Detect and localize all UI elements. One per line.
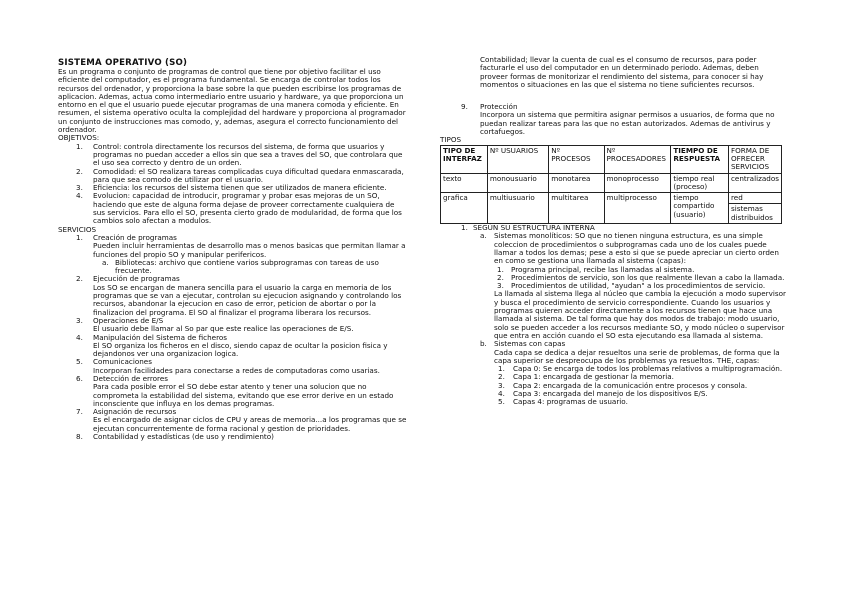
servicio-item: 4. Manipulación del Sistema de ficheros El SO organiza los ficheros en el disco, siendo capaz de ocultar la posicion fisica y dejandonos ver una organizacion logica. xyxy=(58,334,408,359)
servicio-item: 7. Asignación de recursos Es el encargado de asignar ciclos de CPU y areas de memoria...a los programas que se ejecutan concurrentemente de forma racional y gestion de prioridades. xyxy=(76,407,407,433)
table-cell: multiprocesso xyxy=(604,193,671,224)
table-header-cell: FORMA DE OFRECER SERVICIOS xyxy=(728,145,781,173)
table-cell: multitarea xyxy=(549,193,604,224)
servicio-head: Asignación de recursos xyxy=(93,407,177,417)
servicio-subitem: a. Bibliotecas: archivo que contiene varios subprogramas con tareas de uso frecuente. xyxy=(102,257,379,276)
document-title: SISTEMA OPERATIVO (SO) xyxy=(58,58,188,68)
servicio-head: Manipulación del Sistema de ficheros xyxy=(93,332,228,342)
capa-item: 3. Capa 2: encargada de la comunicación entre procesos y consola. xyxy=(498,380,748,390)
table-cell: monousuario xyxy=(487,173,548,193)
servicio-item: 3. Operaciones de E/S El usuario debe llamar al So par que este realice las operaciones de E/S. xyxy=(58,317,408,334)
table-cell: multiusuario xyxy=(487,193,548,224)
monoliticos-text: SO que no tienen ninguna estructura, es una simple coleccion de procedimientos o subprogramas cada uno de los cuales puede llamar a todos los demas; pese a esto si que se puede apreciar un cierto orden en como se gestiona una llamada al sistema (capas): xyxy=(494,231,779,266)
servicio-item: 5. Comunicaciones Incorporan facilidades para conectarse a redes de computadoras como usarias. xyxy=(58,358,408,375)
servicio-text: Los SO se encargan de manera sencilla para el usuario la carga en memoria de los programas que se van a ejecutar, controlan su ejecucion asignando y controlando los recursos, abandonar la ejecucion en caso de error, peticion de abortar o por la finalizacion del programa. El SO al finalizar el programa liberara los recursos. xyxy=(93,282,402,317)
proteccion-item: 9. Protección Incorpora un sistema que permitira asignar permisos a usuarios, de forma que no puedan realizar tareas para las que no estan autorizados. Ademas de antivirus y cortafuegos. xyxy=(447,103,787,136)
servicio-text: El SO organiza los ficheros en el disco, siendo capaz de ocultar la posicion fisica y dejandonos ver una organizacion logica. xyxy=(93,340,388,359)
table-cell: tiempo real (proceso) xyxy=(671,173,729,193)
objetivo-item: 4. Evolucion: capacidad de introducir, programar y probar esas mejoras de un SO, haciendo que este de alguna forma dejase de proveer correctamente cualquiera de sus servicios. Para ello el SO, presenta cierto grado de modularidad, de forma que los cambios solo afectan a modulos. xyxy=(76,191,402,226)
intro-paragraph: Es un programa o conjunto de programas de control que tiene por objetivo facilitar el uso eficiente del computador, es el programa fundamental. Se encarga de controlar todos los recursos del ordenador, y proporciona la base sobre la que pueden escribirse los programas de aplicacion. Ademas, actua como intermediario entre usuario y hardware, ya que proporciona un entorno en el que el usuario puede ejecutar programas de una manera comoda y eficiente. En resumen, el sistema operativo oculta la complejidad del hardware y proporciona al programador un conjunto de instrucciones mas comodo, y, ademas, asegura el correcto funcionamiento del ordenador. xyxy=(58,67,406,135)
servicio-text: Es el encargado de asignar ciclos de CPU y areas de memoria...a los programas que se ejecutan concurrentemente de forma racional y gestion de prioridades. xyxy=(93,415,407,433)
servicios-heading: SERVICIOS xyxy=(58,224,97,234)
table-header-cell: TIEMPO DE RESPUESTA xyxy=(671,145,729,173)
left-column xyxy=(58,58,408,441)
estructura-heading: 1. SEGÚN SU ESTRUCTURA INTERNA xyxy=(461,223,595,233)
capa-item: 4. Capa 3: encargada del manejo de los dispositivos E/S. xyxy=(498,388,708,398)
objetivo-item: 1. Control: controla directamente los recursos del sistema, de forma que usuarios y programas no puedan acceder a ellos sin que sea a traves del SO, que controlara que el uso sea correcto y dentro de un orden. xyxy=(76,141,403,168)
tipos-heading: TIPOS xyxy=(440,135,462,145)
servicios-list xyxy=(58,234,408,441)
objetivos-heading: OBJETIVOS: xyxy=(58,133,100,143)
capa-item: 1. Capa 0: Se encarga de todos los problemas relativos a multiprogramación. xyxy=(498,364,783,374)
table-header-cell: TIPO DE INTERFAZ xyxy=(441,145,488,173)
proteccion-text: Incorpora un sistema que permitira asignar permisos a usuarios, de forma que no puedan realizar tareas para las que no estan autorizados. Ademas de antivirus y cortafuegos. xyxy=(480,110,775,137)
table-cell: monoprocesso xyxy=(604,173,671,193)
table-header-cell: Nº USUARIOS xyxy=(487,145,548,173)
monoliticos-item: a. Sistemas monolíticos: SO que no tienen ninguna estructura, es una simple coleccion de procedimientos o subprogramas cada uno de los cuales puede llamar a todos los demas; pese a esto si que se puede apreciar un cierto orden en como se gestiona una llamada al sistema (capas): xyxy=(480,231,779,266)
servicio-text: Pueden incluir herramientas de desarrollo mas o menos basicas que permitan llamar a funciones del propio SO y manipular perifericos. xyxy=(93,241,406,259)
servicio-item: 8. Contabilidad y estadísticas (de uso y rendimiento) xyxy=(58,433,408,441)
servicio-text: Para cada posible error el SO debe estar atento y tener una solucion que no comprometa la estabilidad del sistema, evitando que ese error derive en un estado inconsciente que influya en los demas programas. xyxy=(93,382,394,408)
servicio-head: Operaciones de E/S xyxy=(93,315,164,325)
capas-head: Sistemas con capas xyxy=(494,339,566,349)
table-cell: texto xyxy=(441,173,488,193)
capa-mono-item: 2. Procedimientos de servicio, son los que realmente llevan a cabo la llamada. xyxy=(497,272,785,282)
table-cell: centralizados xyxy=(728,173,781,193)
table-row xyxy=(441,173,782,193)
servicio-text: Incorporan facilidades para conectarse a redes de computadoras como usarias. xyxy=(93,365,380,375)
capa-mono-item: 1. Programa principal, recibe las llamadas al sistema. xyxy=(497,264,695,274)
tipos-table xyxy=(440,145,782,224)
table-cell: sistemas distribuidos xyxy=(728,204,781,224)
monoliticos-head: Sistemas monolíticos: xyxy=(494,231,573,241)
table-header-cell: Nº PROCESOS xyxy=(549,145,604,173)
table-header-cell: Nº PROCESADORES xyxy=(604,145,671,173)
table-cell: grafica xyxy=(441,193,488,224)
table-header-row xyxy=(441,145,782,173)
objetivo-item: 2. Comodidad: el SO realizara tareas complicadas cuya dificultad quedara enmascarada, para que sea comodo de utilizar por el usuario. xyxy=(76,166,404,184)
objetivo-item: 3. Eficiencia: los recursos del sistema tienen que ser utilizados de manera eficiente. xyxy=(76,183,387,193)
servicio-head: Detección de errores xyxy=(93,373,169,383)
servicio-head: Ejecución de programas xyxy=(93,274,180,284)
table-cell: red xyxy=(728,193,781,204)
servicio-head: Creación de programas xyxy=(93,232,177,242)
servicio-head: Contabilidad y estadísticas (de uso y rendimiento) xyxy=(93,432,274,442)
table-cell: tiempo compartido (usuario) xyxy=(671,193,729,224)
contabilidad-continuation: Contabilidad; llevar la cuenta de cual es el consumo de recursos, para poder facturarle el uso del computador en un determinado periodo. Ademas, deben proveer formas de monitorizar el rendimiento del sistema, para conocer si hay momentos o situaciones en las que el sistema no tiene suficientes recursos. xyxy=(480,55,764,89)
capas-text: Cada capa se dedica a dejar resueltos una serie de problemas, de forma que la capa superior se despreocupa de los problemas ya resueltos. THE, capas: xyxy=(494,347,780,365)
capa-item: 2. Capa 1: encargada de gestionar la memoria. xyxy=(498,372,674,382)
llamada-paragraph: La llamada al sistema llega al núcleo que cambia la ejecución a modo supervisor y busca el procedimiento de servicio correspondiente. Cuando los usuarios y programas quieren acceder directamente a los recursos tienen que hace una llamada al sistema. De tal forma que hay dos modos de trabajo: modo usuario, solo se pueden acceder a los recursos mediante SO, y modo núcleo o supervisor que entra en acción cuando el SO esta ejecutando esa llamada al sistema. xyxy=(494,289,786,340)
proteccion-head: Protección xyxy=(480,102,518,112)
servicio-item: 6. Detección de errores Para cada posible error el SO debe estar atento y tener una solucion que no comprometa la estabilidad del sistema, evitando que ese error derive en un estado inconsciente que influya en los demas programas. xyxy=(58,375,408,408)
table-row xyxy=(441,193,782,204)
table-cell: monotarea xyxy=(549,173,604,193)
capa-item: 5. Capas 4: programas de usuario. xyxy=(498,397,628,407)
objetivos-list xyxy=(58,143,408,226)
servicio-text: El usuario debe llamar al So par que este realice las operaciones de E/S. xyxy=(93,324,354,334)
right-column xyxy=(440,55,787,407)
capa-mono-item: 3. Procedimientos de utilidad, "ayudan" a los procedimientos de servicio. xyxy=(497,281,766,291)
servicio-item: 1. Creación de programas Pueden incluir herramientas de desarrollo mas o menos basicas que permitan llamar a funciones del propio SO y manipular perifericos. xyxy=(58,234,408,259)
servicio-head: Comunicaciones xyxy=(93,357,152,367)
capas-item: b. Sistemas con capas Cada capa se dedica a dejar resueltos una serie de problemas, de forma que la capa superior se despreocupa de los problemas ya resueltos. THE, capas: xyxy=(447,340,787,365)
servicio-item: 2. Ejecución de programas Los SO se encargan de manera sencilla para el usuario la carga en memoria de los programas que se van a ejecutar, controlan su ejecucion asignando y controlando los recursos, abandonar la ejecucion en caso de error, peticion de abortar o por la finalizacion del programa. El SO al finalizar el programa liberara los recursos. xyxy=(58,275,408,316)
